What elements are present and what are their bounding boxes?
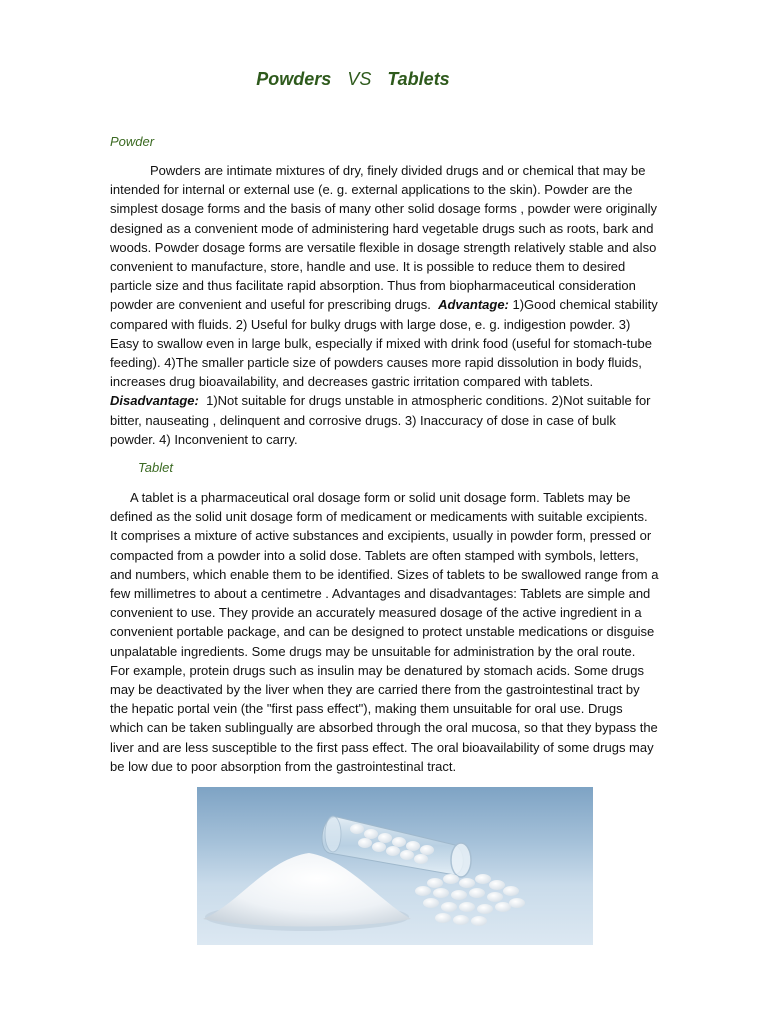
powder-heading: Powder bbox=[110, 134, 155, 149]
powder-line: woods. Powder dosage forms are versatile flexible in dosage strength relatively stable and also bbox=[110, 239, 657, 255]
powder-line: feeding). 4)The smaller particle size of powders causes more rapid dissolution in body fluids, bbox=[110, 355, 642, 371]
tablet-line: unpalatable ingredients. Some drugs may be unsuitable for administration by the oral route. bbox=[110, 643, 636, 659]
page-title bbox=[0, 69, 706, 90]
tablet-line: which can be taken sublingually are absorbed through the oral mucosa, so that they bypass the bbox=[110, 720, 658, 736]
powder-and-tablets-photo bbox=[197, 787, 593, 945]
tablet-heading: Tablet bbox=[138, 460, 173, 475]
tablet-paragraph bbox=[110, 488, 718, 776]
powder-line: bitter, nauseating , delinquent and corrosive drugs. 3) Inaccuracy of dose in case of bulk bbox=[110, 412, 616, 428]
powder-line: particle size and thus facilitate rapid absorption. Thus from biopharmaceutical consideration bbox=[110, 278, 636, 294]
powder-line: Easy to swallow even in large bulk, especially if mixed with drink food (useful for stomach-tube bbox=[110, 335, 652, 351]
powder-paragraph bbox=[110, 161, 718, 449]
title-powders: Powders bbox=[256, 69, 332, 89]
title-tablets: Tablets bbox=[387, 69, 450, 89]
tablet-line: few millimetres to about a centimetre . Advantages and disadvantages: Tablets are simple and bbox=[110, 586, 651, 602]
powder-line: powder. 4) Inconvenient to carry. bbox=[110, 431, 298, 447]
powder-line: Powders are intimate mixtures of dry, finely divided drugs and or chemical that may be bbox=[150, 163, 646, 178]
powder-pile-shape bbox=[203, 853, 411, 931]
tablet-line: liver and are less susceptible to the first pass effect. The oral bioavailability of some drugs may bbox=[110, 739, 654, 755]
tablet-line: For example, protein drugs such as insulin may be denatured by stomach acids. Some drugs bbox=[110, 662, 644, 678]
tablet-line: compacted from a powder into a solid dose. Tablets are often stamped with symbols, letters, bbox=[110, 547, 639, 563]
tablet-line: be low due to poor absorption from the gastrointestinal tract. bbox=[110, 758, 457, 774]
advantage-label: Advantage: bbox=[438, 297, 509, 313]
powder-line: simplest dosage forms and the basis of many other solid dosage forms , powder were originally bbox=[110, 201, 657, 217]
tablet-line: A tablet is a pharmaceutical oral dosage form or solid unit dosage form. Tablets may be bbox=[130, 490, 631, 505]
powder-line: powder are convenient and useful for prescribing drugs. Advantage: 1)Good chemical stability bbox=[110, 297, 658, 313]
disadvantage-label: Disadvantage: bbox=[110, 393, 199, 409]
tablet-line: the hepatic portal vein (the "first pass effect"), making them unsuitable for oral use. Drugs bbox=[110, 701, 623, 717]
powder-line: increases drug bioavailability, and decreases gastric irritation compared with tablets. bbox=[110, 374, 594, 390]
powder-line: intended for internal or external use (e. g. external applications to the skin). Powder are the bbox=[110, 182, 633, 198]
pill-bottle-shape bbox=[322, 816, 471, 877]
spilled-tablets-shape bbox=[415, 874, 525, 926]
tablet-line: convenient portable package, and can be designed to protect unstable medications or disguise bbox=[110, 624, 655, 640]
tablet-line: It comprises a mixture of active substances and excipients, usually in powder form, pressed or bbox=[110, 528, 652, 544]
powder-line: Disadvantage: 1)Not suitable for drugs unstable in atmospheric conditions. 2)Not suitable for bbox=[110, 393, 651, 409]
powder-line: compared with fluids. 2) Useful for bulky drugs with large dose, e. g. indigestion powder. 3) bbox=[110, 316, 631, 332]
powder-line: designed as a convenient mode of administering hard vegetable drugs such as roots, bark and bbox=[110, 220, 654, 236]
tablet-line: and numbers, which enable them to be identified. Sizes of tablets to be swallowed range from a bbox=[110, 566, 659, 582]
title-vs: VS bbox=[347, 69, 372, 89]
tablet-line: may be deactivated by the liver when they are carried there from the gastrointestinal tract by bbox=[110, 682, 640, 698]
tablet-line: convenient to use. They provide an accurately measured dosage of the active ingredient in a bbox=[110, 605, 642, 621]
tablet-line: defined as the solid unit dosage form of medicament or medicaments with suitable excipients. bbox=[110, 509, 648, 525]
powder-line: convenient to manufacture, store, handle and use. It is possible to reduce them to desired bbox=[110, 259, 626, 275]
